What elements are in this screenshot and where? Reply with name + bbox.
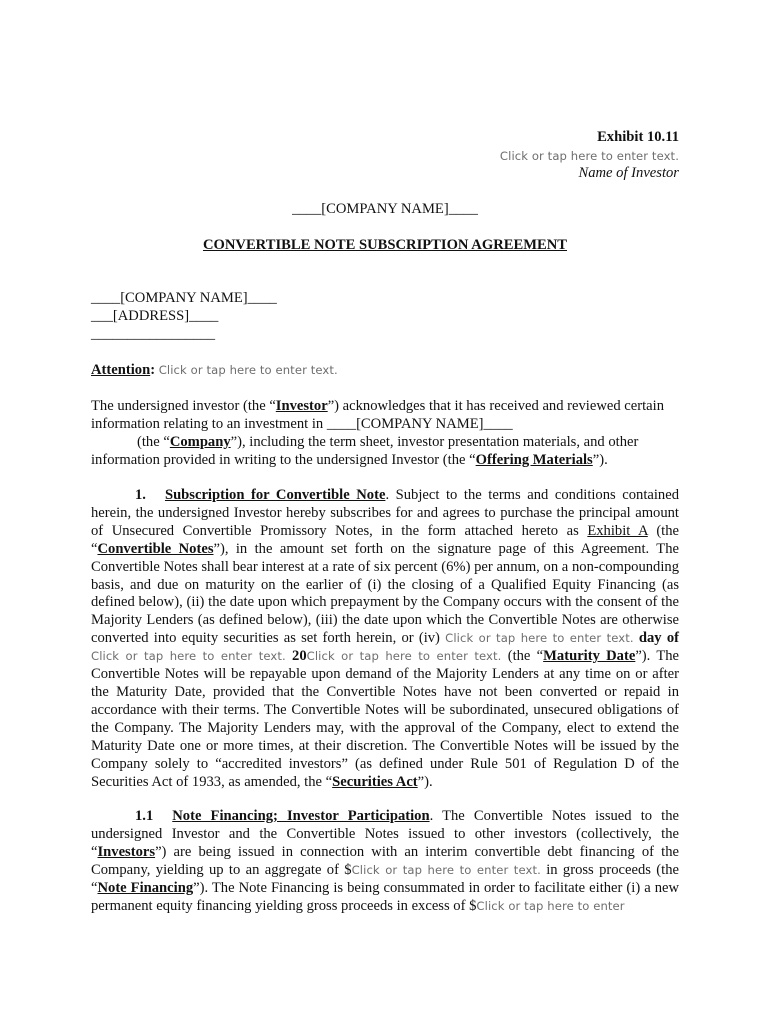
text-placeholder[interactable]: Click or tap here to enter text.: [499, 149, 679, 163]
convertible-notes-term: Convertible Notes: [97, 540, 214, 557]
offering-materials-term: Offering Materials: [475, 451, 593, 468]
section-1-1: 1.1 Note Financing; Investor Participation. The Convertible Notes issued to the undersigned Investor and the Convertible Notes issued to other investors (collectively, the “Investors”) are being issued in connection with an interim convertible debt financing of the Company, yielding up to an aggregate of $Click or tap here to enter text. in gross proceeds (the “Note Financing”). The Note Financing is being consummated in order to facilitate either (i) a new permanent equity financing yielding gross proceeds in excess of $Click or tap here to enter: [91, 808, 680, 914]
investor-name-label: Name of Investor: [578, 165, 679, 181]
address-company: ____[COMPANY NAME]____: [91, 290, 277, 306]
section-1-1-number: 1.1: [135, 808, 154, 824]
investor-term: Investor: [275, 398, 328, 414]
address-block: [91, 290, 277, 344]
section-1: 1. Subscription for Convertible Note. Subject to the terms and conditions contained herein, the undersigned Investor hereby subscribes for and agrees to purchase the principal amount of Unsecured Convertible Promissory Notes, in the form attached hereto as Exhibit A (the “Convertible Notes”), in the amount set forth on the signature page of this Agreement. The Convertible Notes shall bear interest at a rate of six percent (6%) per annum, on a non-compounding basis, and due on maturity on the earlier of (i) the closing of a Qualified Equity Financing (as defined below), (ii) the date upon which prepayment by the Company occurs with the consent of the Majority Lenders (as defined below), (iii) the date upon which the Convertible Notes are otherwise converted into equity securities as set forth herein, or (iv) Click or tap here to enter text. day of Click or tap here to enter text. 20Click or tap here to enter text. (the “Maturity Date”). The Convertible Notes will be repayable upon demand of the Majority Lenders at any time on or after the Maturity Date, provided that the Convertible Notes have not been converted or repaid in accordance with their terms. The Convertible Notes will be subordinated, unsecured obligations of the Company. The Majority Lenders may, with the approval of the Company, elect to extend the Maturity Date one or more times, at their discretion. The Convertible Notes will be issued by the Company solely to “accredited investors” (as defined under Rule 501 of Regulation D of the Securities Act of 1933, as amended, the “Securities Act”).: [91, 487, 680, 790]
maturity-date-term: Maturity Date: [543, 648, 636, 665]
attention-placeholder[interactable]: Click or tap here to enter text.: [158, 363, 338, 377]
maturity-placeholder-1[interactable]: Click or tap here to enter text.: [445, 631, 634, 646]
aggregate-placeholder[interactable]: Click or tap here to enter text.: [351, 862, 541, 877]
address-line: ___[ADDRESS]____: [91, 307, 219, 324]
intro-paragraph: The undersigned investor (the “Investor”) acknowledges that it has received and reviewed certain information relating to an investment in ____[COMPANY NAME]____ (the “Company”), including the term sheet, investor presentation materials, and other information provided in writing to the undersigned Investor (the “Offering Materials”).: [91, 398, 664, 468]
maturity-placeholder-2[interactable]: Click or tap here to enter text.: [91, 649, 286, 664]
exhibit-header: [597, 129, 679, 147]
address-rule: _________________: [91, 325, 216, 342]
exhibit-a-link[interactable]: Exhibit A: [587, 522, 648, 539]
attention-line: Attention: Click or tap here to enter text.: [91, 362, 338, 378]
section-1-number: 1.: [135, 487, 146, 503]
investor-name-field[interactable]: [500, 148, 679, 166]
exhibit-number: Exhibit 10.11: [597, 129, 679, 145]
gross-proceeds-placeholder[interactable]: Click or tap here to enter: [476, 898, 625, 913]
securities-act-term: Securities Act: [332, 773, 418, 790]
section-1-1-heading: Note Financing; Investor Participation: [172, 808, 430, 824]
company-name-line: ____[COMPANY NAME]____: [292, 201, 478, 217]
company-term: Company: [169, 433, 231, 450]
section-1-heading: Subscription for Convertible Note: [164, 487, 386, 503]
document-title: CONVERTIBLE NOTE SUBSCRIPTION AGREEMENT: [202, 237, 567, 253]
maturity-placeholder-3[interactable]: Click or tap here to enter text.: [306, 649, 502, 664]
note-financing-term: Note Financing: [97, 879, 194, 896]
investors-term: Investors: [97, 843, 156, 860]
